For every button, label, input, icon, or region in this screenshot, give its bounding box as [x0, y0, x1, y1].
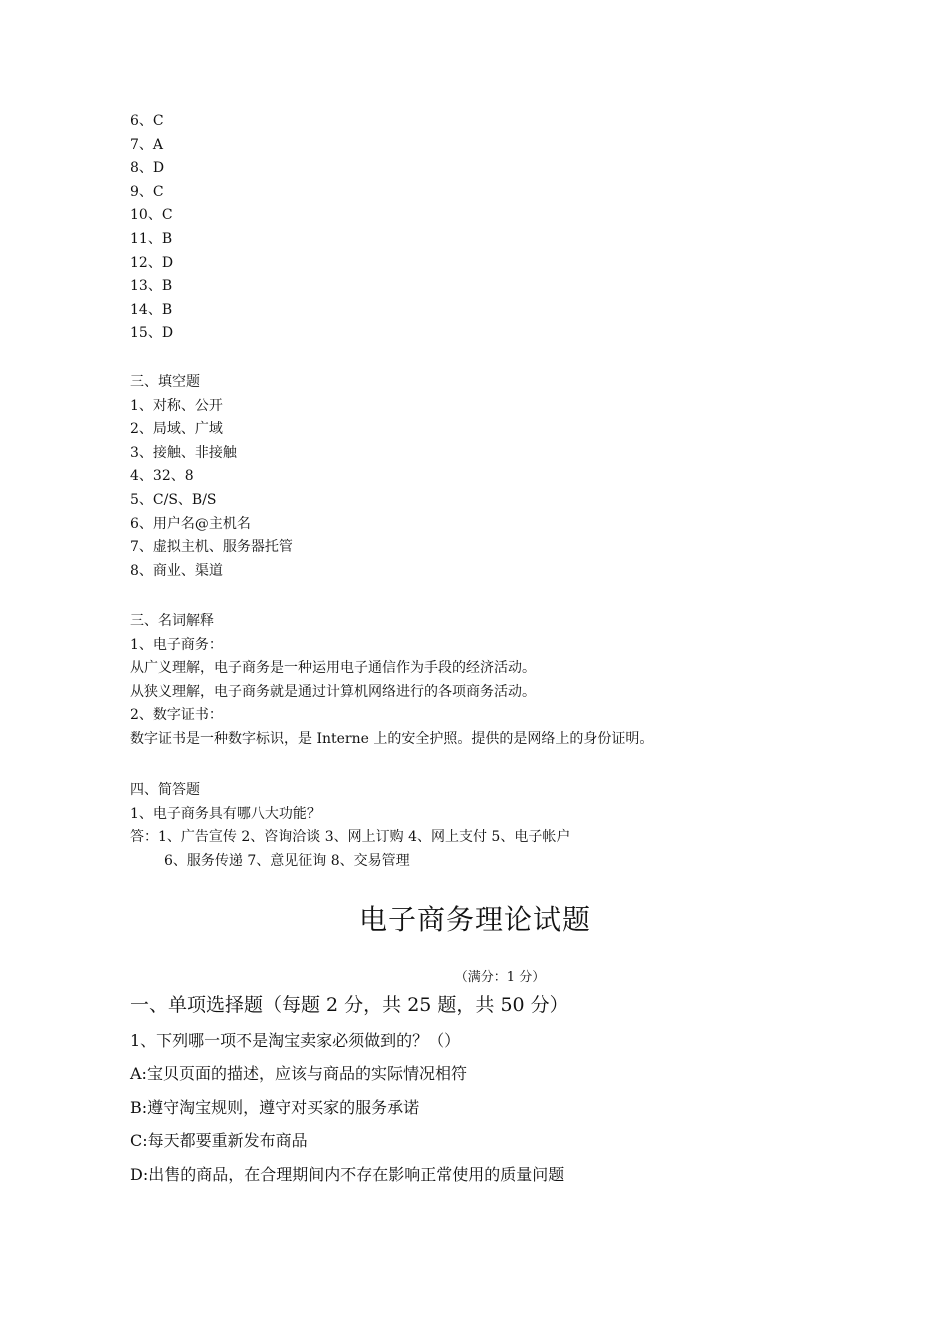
short-answer-section — [130, 779, 570, 873]
answer-item: 10、C — [130, 207, 173, 224]
exam-title: 电子商务理论试题 — [358, 903, 591, 936]
fill-blank-item: 7、虚拟主机、服务器托管 — [130, 539, 293, 556]
fill-blank-item: 4、32、8 — [130, 468, 194, 485]
term-line: 1、电子商务： — [130, 636, 223, 653]
answer-item: 11、B — [130, 230, 173, 247]
fill-blank-item: 6、用户名@主机名 — [130, 515, 251, 532]
section-heading: 四、简答题 — [130, 782, 200, 798]
term-line: 从狭义理解，电子商务就是通过计算机网络进行的各项商务活动。 — [130, 683, 536, 700]
answer-item: 6、C — [130, 113, 164, 129]
question-option: C:每天都要重新发布商品 — [130, 1131, 308, 1151]
answer-item: 12、D — [130, 254, 174, 271]
question-option: D:出售的商品，在合理期间内不存在影响正常使用的质量问题 — [130, 1164, 565, 1184]
answer-item: 14、B — [130, 301, 173, 318]
question-option: B:遵守淘宝规则，遵守对买家的服务承诺 — [130, 1097, 420, 1117]
section-heading: 三、名词解释 — [130, 613, 214, 629]
short-answer-question: 1、电子商务具有哪八大功能？ — [130, 805, 321, 822]
question-block — [130, 1024, 564, 1191]
answer-item: 9、C — [130, 183, 164, 200]
fill-blank-section — [130, 371, 293, 583]
term-line: 从广义理解，电子商务是一种运用电子通信作为手段的经济活动。 — [130, 660, 536, 677]
part-heading: 一、单项选择题（每题 2 分，共 25 题，共 50 分） — [130, 994, 569, 1016]
fill-blank-item: 3、接触、非接触 — [130, 444, 237, 461]
fill-blank-item: 1、对称、公开 — [130, 397, 223, 414]
fill-blank-item: 8、商业、渠道 — [130, 562, 223, 579]
term-line: 数字证书是一种数字标识，是 Interne 上的安全护照。提供的是网络上的身份证明。 — [130, 730, 654, 747]
terms-section — [130, 610, 653, 752]
section-heading: 三、填空题 — [130, 374, 200, 390]
short-answer-line: 6、服务传递 7、意见征询 8、交易管理 — [164, 852, 410, 869]
short-answer-line: 答：1、广告宣传 2、咨询洽谈 3、网上订购 4、网上支付 5、电子帐户 — [130, 829, 571, 846]
choice-answers-list — [130, 110, 173, 346]
question-option: A:宝贝页面的描述，应该与商品的实际情况相符 — [130, 1064, 467, 1084]
answer-item: 7、A — [130, 136, 164, 153]
answer-item: 15、D — [130, 325, 174, 342]
fill-blank-item: 2、局域、广域 — [130, 421, 223, 438]
answer-item: 8、D — [130, 160, 165, 177]
answer-item: 13、B — [130, 278, 173, 295]
fill-blank-item: 5、C/S、B/S — [130, 491, 217, 508]
term-line: 2、数字证书： — [130, 707, 223, 724]
exam-score: （满分：1 分） — [454, 970, 546, 985]
question-stem: 1、下列哪一项不是淘宝卖家必须做到的？（） — [130, 1031, 461, 1050]
